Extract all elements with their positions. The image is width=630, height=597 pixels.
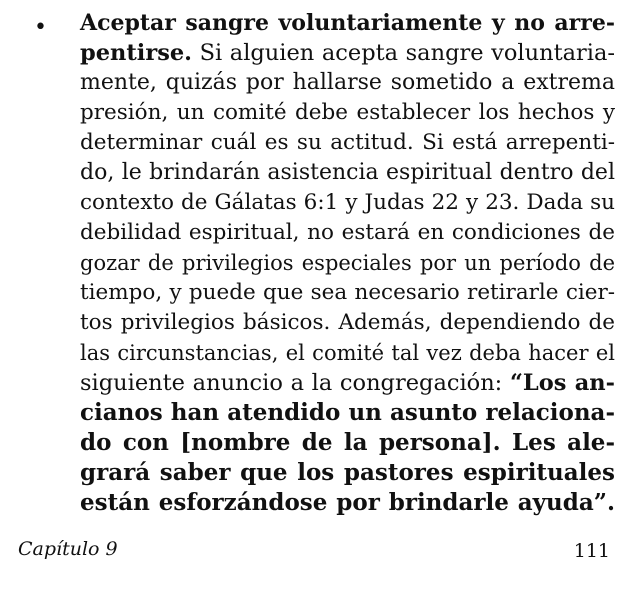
text-line-16 <box>80 458 615 488</box>
text-line-10 <box>80 278 615 308</box>
text-line-8 <box>80 218 615 248</box>
body-text: gozar de privilegios especiales por un período de <box>80 251 615 275</box>
body-text: mente, quizás por hallarse sometido a extrema <box>80 70 615 95</box>
text-line-11 <box>80 308 615 338</box>
text-line-6 <box>80 158 615 188</box>
body-text: contexto de Gálatas 6:1 y Judas 22 y 23. Dada su <box>80 190 615 215</box>
text-line-5 <box>80 128 615 158</box>
page-number: 111 <box>573 540 610 562</box>
text-line-9 <box>80 248 615 278</box>
body-text: Si alguien acepta sangre voluntaria- <box>192 40 615 66</box>
text-line-15 <box>80 428 615 458</box>
quote-text: están esforzándose por brindarle ayuda”. <box>80 489 615 516</box>
text-line-13 <box>80 368 615 398</box>
text-line-7 <box>80 188 615 218</box>
quote-text: “Los an- <box>509 370 615 396</box>
body-text: siguiente anuncio a la congregación: <box>80 370 510 396</box>
bullet-icon: • <box>34 15 47 40</box>
text-line-12 <box>80 338 615 368</box>
heading-text: Aceptar sangre voluntariamente y no arre- <box>80 10 615 36</box>
body-text: tos privilegios básicos. Además, dependiendo de <box>80 310 615 335</box>
chapter-label: Capítulo 9 <box>18 538 118 560</box>
body-text: determinar cuál es su actitud. Si está arrepenti- <box>80 130 615 155</box>
text-line-1 <box>80 8 615 38</box>
text-line-17 <box>80 488 615 518</box>
body-text: debilidad espiritual, no estará en condiciones de <box>80 220 615 245</box>
text-line-4 <box>80 98 615 128</box>
body-text: do, le brindarán asistencia espiritual dentro del <box>80 160 615 185</box>
text-line-14 <box>80 398 615 428</box>
body-text: presión, un comité debe establecer los hechos y <box>80 100 615 125</box>
heading-text: pentirse. <box>80 40 193 66</box>
quote-text: cianos han atendido un asunto relaciona- <box>80 399 615 426</box>
quote-text: grará saber que los pastores espirituales <box>80 459 615 486</box>
text-line-2 <box>80 38 615 68</box>
quote-text: do con [nombre de la persona]. Les ale- <box>80 429 615 456</box>
body-text: tiempo, y puede que sea necesario retirarle cier- <box>80 280 615 305</box>
body-text: las circunstancias, el comité tal vez deba hacer el <box>80 341 615 365</box>
text-line-3 <box>80 68 615 98</box>
